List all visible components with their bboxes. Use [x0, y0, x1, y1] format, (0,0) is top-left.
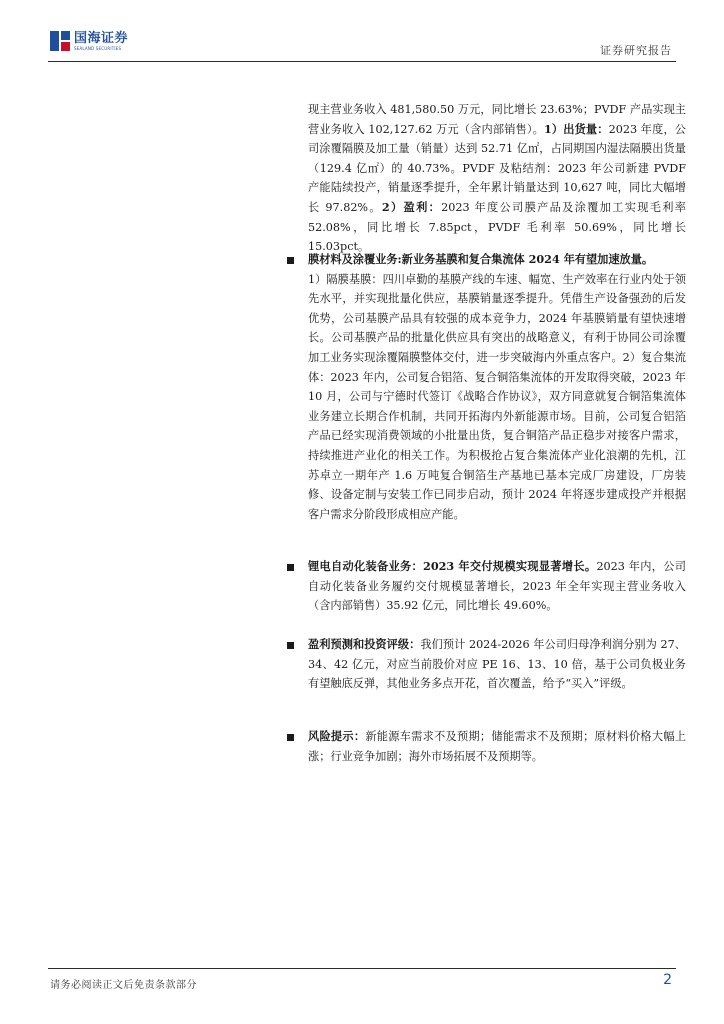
- equipment-section-body: 2023 年内，公司自动化装备业务履约交付规模显著增长，2023 年全年实现主营业务收入（含内部销售）35.92 亿元，同比增长 49.60%。: [308, 560, 686, 613]
- logo-mark-icon: [50, 31, 70, 51]
- intro-text-c: 2023 年度公司膜产品及涂覆加工实现毛利率 52.08%，同比增长 7.85pct，PVDF 毛利率 50.69%，同比增长 15.03pct。: [308, 200, 686, 254]
- profit-label: 2）盈利：: [381, 199, 442, 214]
- logo-english-name: SEALAND SECURITIES: [74, 45, 122, 51]
- bullet-icon: [287, 257, 294, 264]
- forecast-section-title: 盈利预测和投资评级：: [308, 637, 421, 651]
- company-logo: [50, 30, 128, 52]
- risk-section: [308, 727, 686, 766]
- membrane-section: [308, 250, 686, 524]
- forecast-section-body: 我们预计 2024-2026 年公司归母净利润分别为 27、34、42 亿元，对应当前股价对应 PE 16、13、10 倍，基于公司负极业务有望触底反弹，其他业务多点开花，首次覆盖，给予“买入”评级。: [308, 638, 686, 691]
- footer-divider: [48, 968, 676, 969]
- bullet-icon: [287, 642, 294, 649]
- footer-disclaimer: 请务必阅读正文后免责条款部分: [50, 980, 197, 991]
- equipment-section-title: 锂电自动化装备业务：2023 年交付规模实现显著增长。: [308, 559, 597, 573]
- intro-text-a: 现主营业务收入 481,580.50 万元，同比增长 23.63%；PVDF 产品实现主营业务收入 102,127.62 万元（含内部销售）。: [308, 103, 686, 136]
- equipment-section: [308, 557, 686, 616]
- risk-section-title: 风险提示：: [308, 729, 366, 743]
- page-number: 2: [663, 972, 672, 988]
- report-type-label: 证券研究报告: [600, 44, 672, 57]
- logo-chinese-name: 国海证券: [74, 30, 129, 46]
- shipment-label: 1）出货量：: [543, 121, 609, 136]
- membrane-section-title: 膜材料及涂覆业务:新业务基膜和复合集流体 2024 年有望加速放量。: [308, 252, 654, 266]
- forecast-section: [308, 635, 686, 694]
- page-header: [0, 0, 724, 62]
- bullet-icon: [287, 564, 294, 571]
- intro-text-b: 2023 年度，公司涂覆隔膜及加工量（销量）达到 52.71 亿㎡，占同期国内湿法隔膜出货量（129.4 亿㎡）的 40.73%。PVDF 及粘结剂：2023 年公司新建 PVDF 产能陆续投产，销量逐季提升，全年累计销量达到 10,627 吨，同比大幅增长 97.82%。: [308, 122, 686, 214]
- intro-paragraph: [308, 100, 686, 257]
- risk-section-body: 新能源车需求不及预期；储能需求不及预期；原材料价格大幅上涨；行业竞争加剧；海外市场拓展不及预期等。: [308, 730, 686, 763]
- bullet-icon: [287, 734, 294, 741]
- header-divider: [48, 61, 676, 62]
- membrane-section-body: 1）隔膜基膜：四川卓勤的基膜产线的车速、幅宽、生产效率在行业内处于领先水平，并实现批量化供应，基膜销量逐季提升。凭借生产设备强劲的后发优势，公司基膜产品具有较强的成本竞争力，2024 年基膜销量有望快速增长。公司基膜产品的批量化供应具有突出的战略意义，有利于协同公司涂覆加工业务实现涂覆隔膜整体交付，进一步突破海内外重点客户。2）复合集流体：2023 年内，公司复合铝箔、复合铜箔集流体的开发取得突破，2023 年 10 月，公司与宁德时代签订《战略合作协议》，双方同意就复合铜箔集流体业务建立长期合作机制，共同开拓海内外新能源市场。目前，公司复合铝箔产品已经实现消费领域的小批量出货，复合铜箔产品正稳步对接客户需求，持续推进产业化的相关工作。为积极抢占复合集流体产业化浪潮的先机，江苏卓立一期年产 1.6 万吨复合铜箔生产基地已基本完成厂房建设，厂房装修、设备定制与安装工作已同步启动，预计 2024 年将逐步建成投产并根据客户需求分阶段形成相应产能。: [308, 272, 686, 521]
